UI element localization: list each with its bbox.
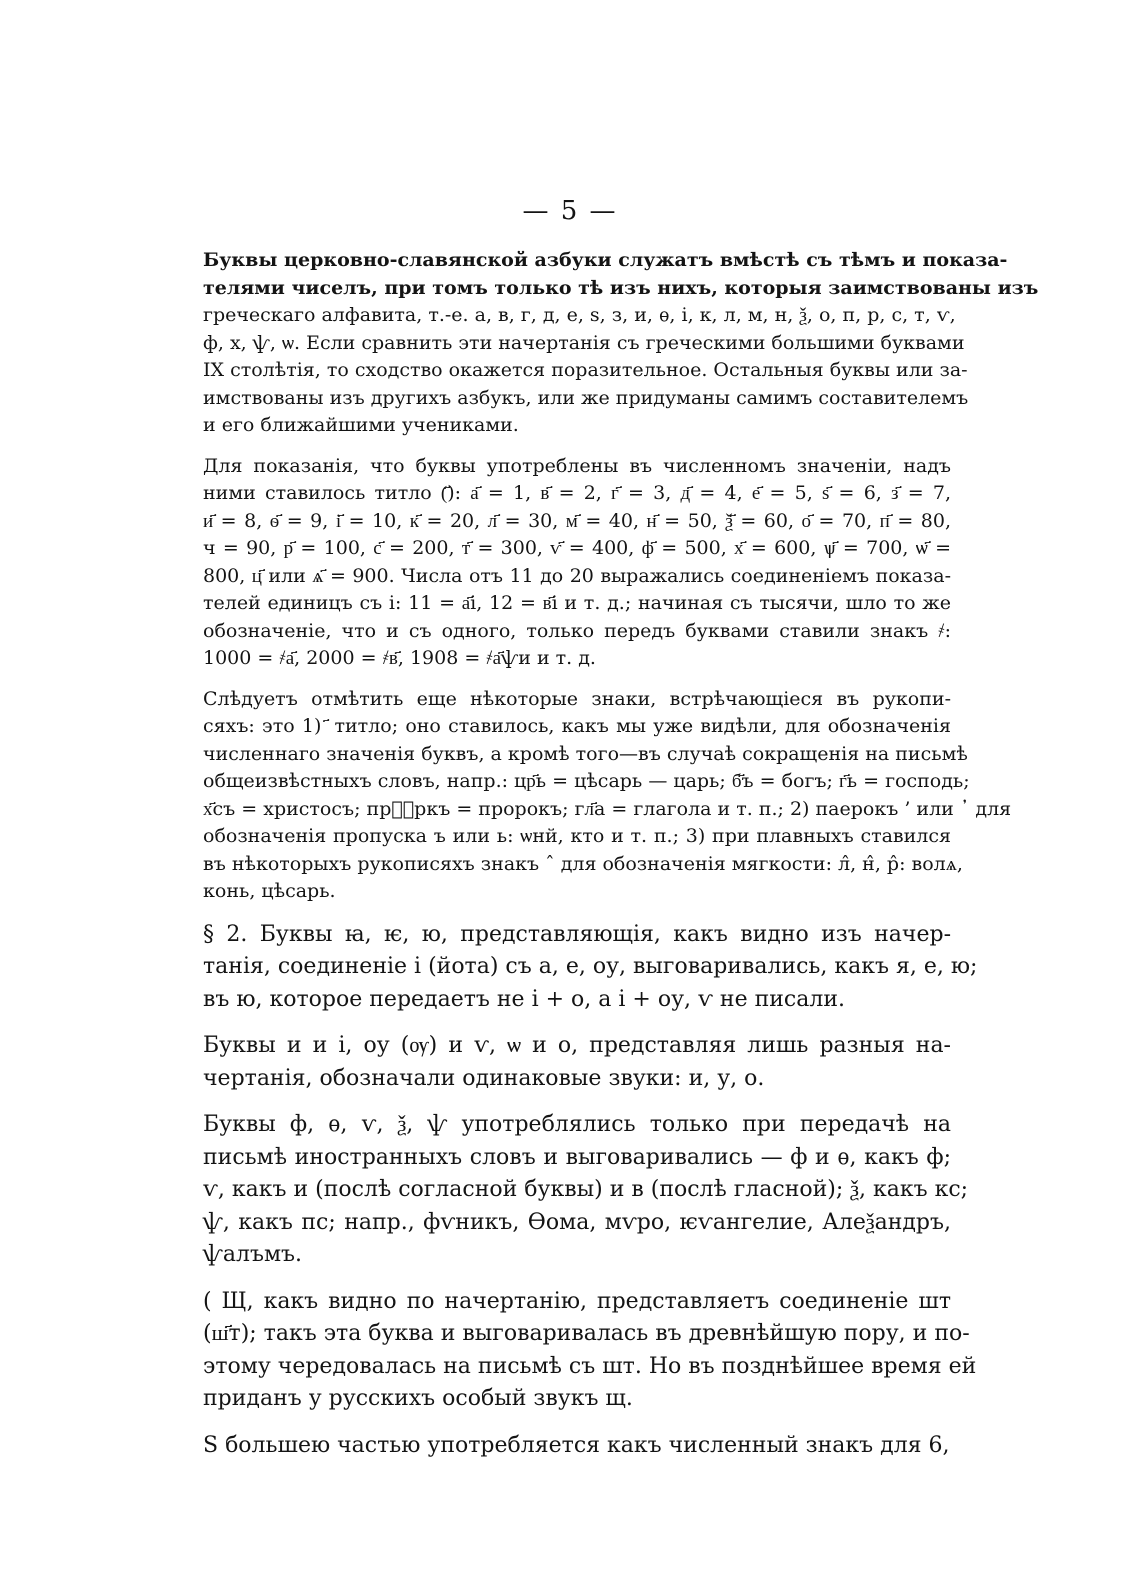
text-line: ч = 90, р҃ = 100, с҃ = 200, т҃ = 300, ѵ҃ = 400, ф҃ = 500, х҃ = 600, ѱ҃ = 700, ѡ҃ =: [203, 537, 951, 559]
text-line: (ш҃т); такъ эта буква и выговаривалась въ древнѣйшую пору, и по-: [203, 1321, 970, 1346]
text-line: и҃ = 8, ѳ҃ = 9, і҃ = 10, к҃ = 20, л҃ = 30, м҃ = 40, н҃ = 50, ѯ҃ = 60, о҃ = 70, п҃ = 80,: [203, 509, 951, 532]
text-line: ф, х, ѱ, ѡ. Если сравнить эти начертанія съ греческими большими буквами: [203, 331, 965, 354]
text-line: имствованы изъ другихъ азбукъ, или же придуманы самимъ составителемъ: [203, 386, 969, 409]
text-line: телей единицъ съ і: 11 = а҃і, 12 = в҃і и т. д.; начиная съ тысячи, шло то же: [203, 592, 951, 614]
text-line: и его ближайшими учениками.: [203, 414, 519, 436]
text-line: IX столѣтія, то сходство окажется поразительное. Остальныя буквы или за-: [203, 359, 968, 381]
text-line: Для показанія, что буквы употреблены въ численномъ значеніи, надъ: [203, 454, 951, 477]
text-line: общеизвѣстныхъ словъ, напр.: цр҃ь = цѣсарь — царь; б҃ъ = богъ; г҃ь = господь;: [203, 770, 970, 792]
paragraph-other-signs: [203, 686, 1012, 906]
text-line: Буквы ф, ѳ, ѵ, ѯ, ѱ употреблялись только при передачѣ на: [203, 1112, 951, 1137]
text-line: въ нѣкоторыхъ рукописяхъ знакъ ˆ для обозначенія мягкости: л̂, н̂, р̂: волѧ,: [203, 852, 963, 875]
text-line: въ ю, которое передаетъ не і + о, а і + оу, ѵ не писали.: [203, 986, 845, 1012]
paragraph-foreign-letters: [203, 1109, 969, 1272]
text-line: ѱ, какъ пс; напр., фѵникъ, Ѳома, мѵро, ѥѵангелие, Алеѯандръ,: [203, 1209, 951, 1235]
text-line: конь, цѣсарь.: [203, 880, 336, 902]
text-line: этому чередовалась на письмѣ съ шт. Но въ позднѣйшее время ей: [203, 1353, 977, 1379]
paragraph-dzelo: [203, 1430, 951, 1463]
text-line: ними ставилось титло (҃): а҃ = 1, в҃ = 2, г҃ = 3, д҃ = 4, е҃ = 5, ѕ҃ = 6, з҃ = 7,: [203, 482, 951, 504]
text-line: греческаго алфавита, т.-е. а, в, г, д, е, ѕ, з, и, ѳ, і, к, л, м, н, ѯ, о, п, р, с, т, ѵ,: [203, 304, 956, 326]
paragraph-section-2: [203, 919, 978, 1017]
text-line: Буквы церковно-славянской азбуки служатъ вмѣстѣ съ тѣмъ и показа-: [203, 249, 1008, 271]
text-line: телями чиселъ, при томъ только тѣ изъ нихъ, которыя заимствованы изъ: [203, 276, 1039, 299]
text-line: обозначенія пропуска ъ или ь: ѡнй, кто и т. п.; 3) при плавныхъ ставился: [203, 825, 951, 847]
page-number: — 5 —: [522, 196, 618, 226]
text-line: ѱалъмъ.: [203, 1242, 303, 1267]
body-text: [203, 247, 1039, 1476]
text-line: Буквы и и і, оу (ѹ) и ѵ, ѡ и о, представляя лишь разныя на-: [203, 1033, 951, 1058]
text-line: 800, ц҃ или ѧ҃ = 900. Числа отъ 11 до 20 выражались соединеніемъ показа-: [203, 564, 951, 587]
text-line: ѵ, какъ и (послѣ согласной буквы) и в (послѣ гласной); ѯ, какъ кс;: [203, 1177, 969, 1202]
text-line: танія, соединеніе і (йота) съ а, е, оу, выговаривались, какъ я, е, ю;: [203, 954, 978, 979]
text-line: письмѣ иностранныхъ словъ и выговаривались — ф и ѳ, какъ ф;: [203, 1144, 951, 1170]
text-line: численнаго значенія буквъ, а кромѣ того—въ случаѣ сокращенія на письмѣ: [203, 742, 968, 765]
text-line: чертанія, обозначали одинаковые звуки: и, у, о.: [203, 1065, 765, 1091]
text-line: приданъ у русскихъ особый звукъ щ.: [203, 1386, 633, 1411]
paragraph-numerals-intro: [203, 247, 1039, 440]
text-line: Слѣдуетъ отмѣтить еще нѣкоторые знаки, встрѣчающіеся въ рукопи-: [203, 687, 951, 710]
text-line: сяхъ: это 1) ҃ титло; оно ставилось, какъ мы уже видѣли, для обозначенія: [203, 715, 951, 737]
text-line: ( Щ, какъ видно по начертанію, представляетъ соединеніе шт: [203, 1288, 951, 1314]
text-line: обозначеніе, что и съ одного, только передъ буквами ставили знакъ ҂:: [203, 619, 951, 642]
text-line: х҃съ = христосъ; прⷪ҇ркъ = пророкъ; гл҃а = глагола и т. п.; 2) паерокъ ’ или ᾿ для: [203, 797, 1012, 820]
paragraph-variant-letters: [203, 1030, 951, 1095]
text-line: 1000 = ҂а҃, 2000 = ҂в҃, 1908 = ҂а҃ѱи и т. д.: [203, 647, 596, 669]
text-line: Ѕ большею частью употребляется какъ численный знакъ для 6,: [203, 1432, 950, 1458]
text-line: § 2. Буквы ꙗ, ѥ, ю, представляющія, какъ видно изъ начер-: [203, 921, 951, 947]
paragraph-shcha: [203, 1286, 977, 1416]
paragraph-titlo-numerals: [203, 453, 951, 673]
